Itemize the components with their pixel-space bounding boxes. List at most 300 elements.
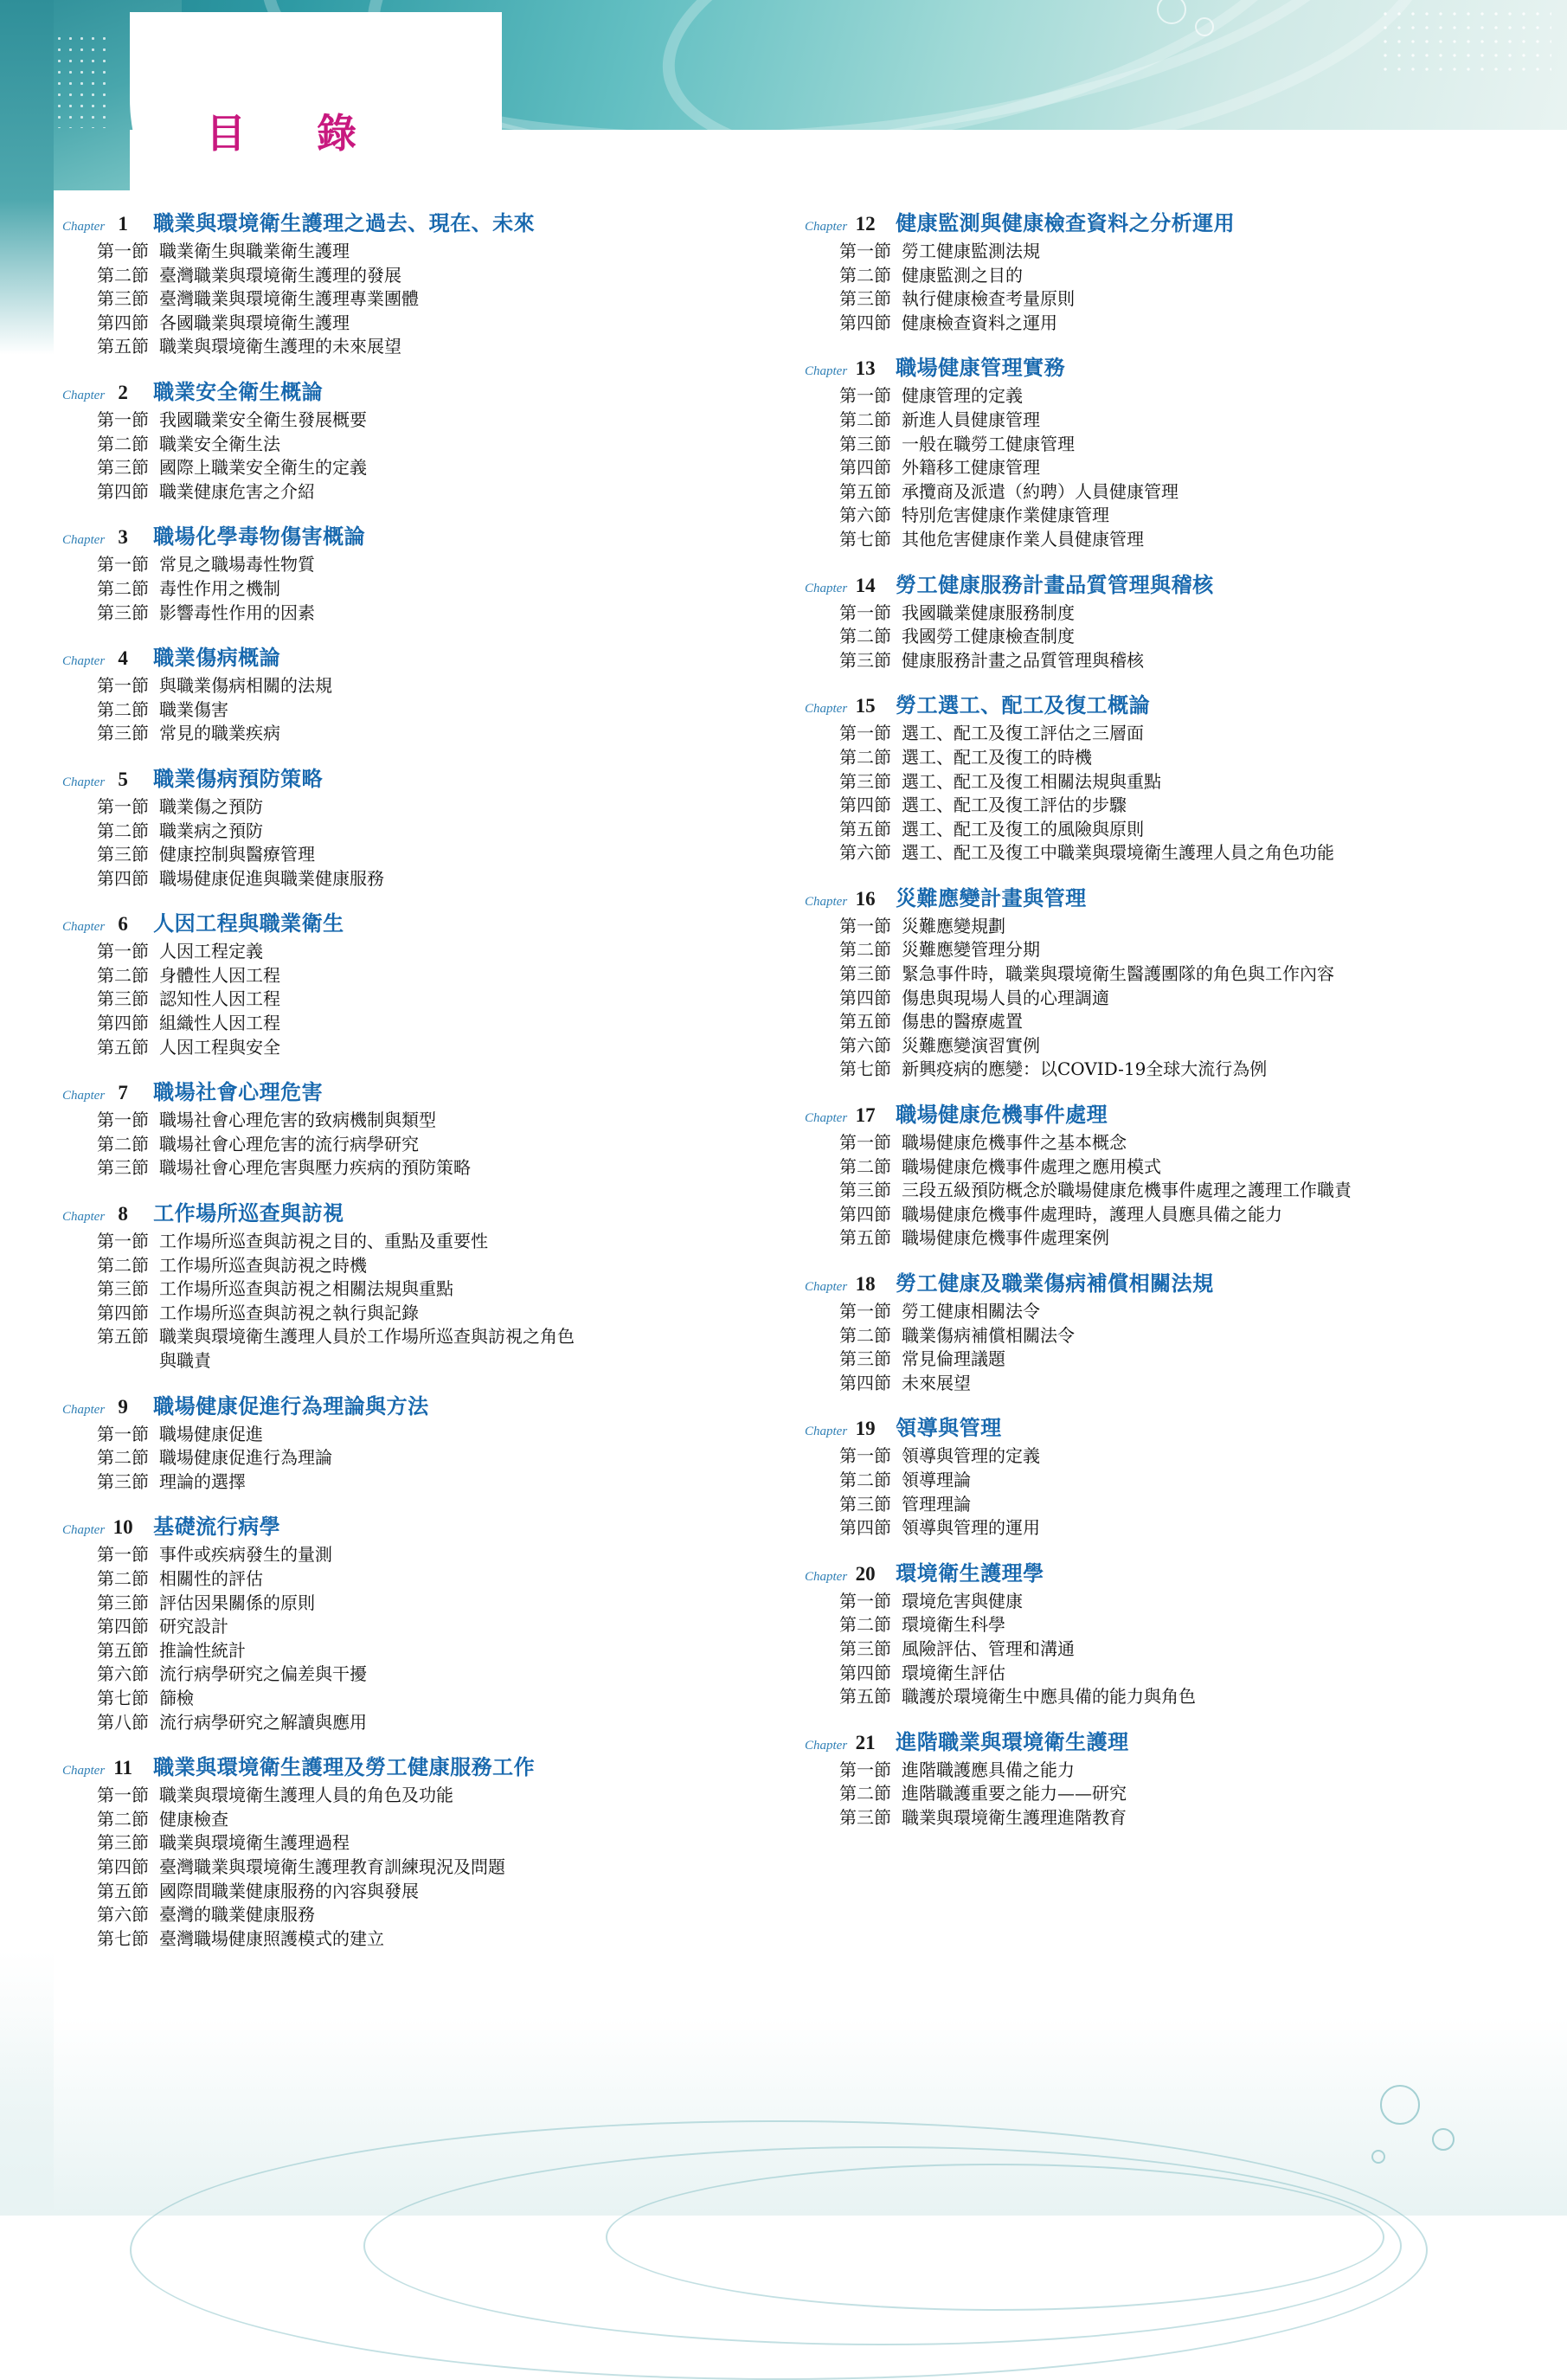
chapter-title[interactable]: 進階職業與環境衛生護理	[896, 1728, 1129, 1754]
toc-section-row[interactable]	[805, 1131, 1523, 1155]
section-title[interactable]: 健康服務計畫之品質管理與稽核	[902, 649, 1144, 671]
section-label: 第四節	[839, 1203, 891, 1225]
section-title[interactable]: 緊急事件時，職業與環境衛生醫護團隊的角色與工作內容	[902, 963, 1334, 985]
toc-section-row[interactable]	[62, 1856, 780, 1880]
section-label: 第五節	[839, 480, 891, 502]
section-title[interactable]: 職業衛生與職業衛生護理	[159, 241, 350, 261]
toc-section-row[interactable]	[805, 841, 1523, 865]
chapter-heading[interactable]	[805, 1097, 1523, 1128]
chapter-heading[interactable]	[805, 1266, 1523, 1296]
section-title[interactable]: 新進人員健康管理	[902, 408, 1040, 430]
toc-chapter[interactable]	[62, 1389, 780, 1495]
section-title[interactable]: 新興疫病的應變：以COVID-19全球大流行為例	[902, 1058, 1268, 1080]
section-title[interactable]: 評估因果關係的原則	[159, 1592, 315, 1613]
section-title[interactable]: 人因工程定義	[159, 941, 263, 962]
toc-section-row[interactable]	[805, 1759, 1523, 1783]
toc-chapter[interactable]	[62, 206, 780, 359]
chapter-word-label: Chapter	[805, 1111, 848, 1126]
section-title[interactable]: 傷患與現場人員的心理調適	[902, 987, 1109, 1008]
section-title[interactable]: 職護於環境衛生中應具備的能力與角色	[902, 1686, 1196, 1708]
toc-section-row[interactable]	[62, 1036, 780, 1060]
section-title[interactable]: 三段五級預防概念於職場健康危機事件處理之護理工作職責	[902, 1180, 1352, 1201]
chapter-heading[interactable]	[805, 688, 1523, 718]
toc-section-row[interactable]	[62, 1592, 780, 1616]
section-title[interactable]: 健康檢查資料之運用	[902, 312, 1057, 333]
toc-section-row[interactable]	[805, 770, 1523, 794]
toc-section-row[interactable]	[805, 722, 1523, 746]
section-label: 第二節	[839, 626, 891, 647]
toc-section-row[interactable]	[62, 1109, 780, 1133]
section-title[interactable]: 工作場所巡查與訪視之執行與記錄	[159, 1302, 419, 1323]
toc-section-row[interactable]	[805, 1300, 1523, 1324]
section-title[interactable]: 推論性統計	[159, 1639, 246, 1661]
toc-section-row[interactable]	[62, 1012, 780, 1036]
section-title[interactable]: 災難應變管理分期	[902, 939, 1040, 961]
section-title[interactable]: 勞工健康相關法令	[902, 1301, 1040, 1322]
toc-section-row[interactable]	[805, 1155, 1523, 1180]
section-label: 第三節	[97, 988, 149, 1010]
section-title[interactable]: 職業傷害	[159, 698, 228, 720]
section-title[interactable]: 災難應變規劃	[902, 915, 1005, 936]
toc-chapter[interactable]	[805, 568, 1523, 673]
chapter-heading[interactable]	[62, 206, 780, 236]
section-label: 第三節	[97, 1157, 149, 1179]
toc-section-row[interactable]	[62, 1325, 780, 1373]
section-title[interactable]: 常見之職場毒性物質	[159, 554, 315, 576]
toc-chapter[interactable]	[62, 906, 780, 1059]
chapter-title[interactable]: 環境衛生護理學	[896, 1560, 1044, 1586]
section-title[interactable]: 各國職業與環境衛生護理	[159, 312, 350, 333]
toc-chapter[interactable]	[62, 640, 780, 746]
section-title[interactable]: 人因工程與安全	[159, 1036, 280, 1058]
section-title[interactable]: 職場健康促進行為理論	[159, 1447, 332, 1469]
section-title[interactable]: 健康控制與醫療管理	[159, 844, 315, 865]
toc-section-row[interactable]	[805, 818, 1523, 842]
toc-section-row[interactable]	[805, 456, 1523, 480]
section-label: 第五節	[97, 1880, 149, 1901]
section-title[interactable]: 環境衛生評估	[902, 1662, 1005, 1683]
section-title[interactable]: 相關性的評估	[159, 1567, 263, 1589]
section-title[interactable]: 職場社會心理危害與壓力疾病的預防策略	[159, 1157, 471, 1179]
toc-section-row[interactable]	[805, 408, 1523, 433]
toc-section-row[interactable]	[62, 820, 780, 844]
section-title[interactable]: 臺灣職業與環境衛生護理專業團體	[159, 288, 419, 310]
section-title[interactable]: 與職業傷病相關的法規	[159, 675, 332, 697]
chapter-heading[interactable]	[805, 881, 1523, 911]
section-title[interactable]: 國際間職業健康服務的內容與發展	[159, 1880, 419, 1901]
toc-section-row[interactable]	[62, 843, 780, 867]
chapter-title[interactable]: 職業與環境衛生護理及勞工健康服務工作	[153, 1754, 536, 1780]
section-title[interactable]: 傷患的醫療處置	[902, 1011, 1023, 1032]
section-title[interactable]: 職場社會心理危害的流行病學研究	[159, 1133, 419, 1155]
chapter-heading[interactable]	[62, 1509, 780, 1540]
toc-section-row[interactable]	[62, 240, 780, 264]
toc-section-row[interactable]	[62, 335, 780, 359]
toc-chapter[interactable]	[62, 375, 780, 504]
section-title[interactable]: 組織性人因工程	[159, 1013, 280, 1034]
chapter-title[interactable]: 職場健康促進行為理論與方法	[153, 1393, 429, 1418]
toc-section-row[interactable]	[62, 1156, 780, 1180]
section-title[interactable]: 流行病學研究之解讀與應用	[159, 1711, 367, 1733]
section-title[interactable]: 健康管理的定義	[902, 385, 1023, 407]
section-title[interactable]: 職業與環境衛生護理過程	[159, 1832, 350, 1854]
section-label: 第二節	[839, 746, 891, 768]
chapter-heading[interactable]	[62, 519, 780, 550]
section-title[interactable]: 職場健康危機事件處理之應用模式	[902, 1155, 1161, 1177]
chapter-title[interactable]: 職場化學毒物傷害概論	[153, 524, 366, 550]
chapter-word-label: Chapter	[62, 1210, 106, 1225]
toc-section-row[interactable]	[805, 528, 1523, 552]
toc-section-row[interactable]	[805, 1034, 1523, 1058]
chapter-heading[interactable]	[62, 375, 780, 405]
section-title[interactable]: 工作場所巡查與訪視之時機	[159, 1254, 367, 1276]
section-title[interactable]: 選工、配工及復工中職業與環境衛生護理人員之角色功能	[902, 842, 1334, 864]
toc-section-row[interactable]	[805, 1372, 1523, 1396]
toc-section-row[interactable]	[62, 674, 780, 698]
section-title[interactable]: 臺灣職業與環境衛生護理的發展	[159, 264, 401, 286]
toc-section-row[interactable]	[62, 456, 780, 480]
toc-section-row[interactable]	[805, 433, 1523, 457]
section-title[interactable]: 執行健康檢查考量原則	[902, 288, 1075, 310]
table-of-contents	[62, 206, 1533, 2127]
toc-chapter[interactable]	[805, 688, 1523, 865]
toc-section-row[interactable]	[805, 962, 1523, 987]
toc-section-row[interactable]	[805, 1685, 1523, 1709]
toc-chapter[interactable]	[805, 351, 1523, 551]
chapter-title[interactable]: 勞工健康服務計畫品質管理與稽核	[896, 571, 1214, 597]
section-title[interactable]: 職業傷病補償相關法令	[902, 1324, 1075, 1346]
toc-chapter[interactable]	[805, 1556, 1523, 1709]
toc-section-row[interactable]	[805, 938, 1523, 962]
toc-section-row[interactable]	[805, 1444, 1523, 1469]
toc-section-row[interactable]	[805, 794, 1523, 818]
section-title[interactable]: 健康檢查	[159, 1808, 228, 1830]
chapter-section-list	[805, 384, 1523, 551]
section-title[interactable]: 特別危害健康作業健康管理	[902, 505, 1109, 526]
toc-section-row[interactable]	[805, 1348, 1523, 1372]
toc-section-row[interactable]	[805, 1662, 1523, 1686]
section-title[interactable]: 其他危害健康作業人員健康管理	[902, 528, 1144, 550]
section-title[interactable]: 常見的職業疾病	[159, 723, 280, 744]
section-title[interactable]: 篩檢	[159, 1687, 194, 1708]
chapter-title[interactable]: 健康監測與健康檢查資料之分析運用	[896, 210, 1236, 235]
chapter-title[interactable]: 職業與環境衛生護理之過去、現在、未來	[153, 210, 536, 235]
section-title[interactable]: 管理理論	[902, 1493, 971, 1515]
toc-chapter[interactable]	[805, 1266, 1523, 1395]
chapter-section-list	[805, 722, 1523, 865]
toc-section-row[interactable]	[62, 1230, 780, 1254]
section-label: 第六節	[97, 1904, 149, 1926]
section-title[interactable]: 職場健康危機事件處理案例	[902, 1227, 1109, 1249]
toc-section-row[interactable]	[805, 1058, 1523, 1082]
chapter-title[interactable]: 職場社會心理危害	[153, 1079, 324, 1105]
section-title[interactable]: 領導與管理的定義	[902, 1445, 1040, 1467]
section-title[interactable]: 環境衛生科學	[902, 1614, 1005, 1636]
chapter-number: 8	[118, 1203, 128, 1225]
section-title[interactable]: 研究設計	[159, 1616, 228, 1637]
chapter-title[interactable]: 職業傷病預防策略	[153, 765, 324, 791]
toc-section-row[interactable]	[805, 1637, 1523, 1662]
toc-section-row[interactable]	[805, 625, 1523, 649]
toc-section-row[interactable]	[62, 1543, 780, 1567]
chapter-number: 21	[855, 1731, 876, 1753]
chapter-title[interactable]: 領導與管理	[896, 1415, 1002, 1441]
toc-section-row[interactable]	[805, 1324, 1523, 1348]
toc-section-row[interactable]	[62, 1302, 780, 1326]
section-label: 第三節	[97, 601, 149, 623]
toc-section-row[interactable]	[62, 1784, 780, 1808]
chapter-heading[interactable]	[805, 206, 1523, 236]
chapter-title[interactable]: 基礎流行病學	[153, 1514, 281, 1540]
toc-section-row[interactable]	[805, 987, 1523, 1011]
section-title[interactable]: 職業與環境衛生護理人員於工作場所巡查與訪視之角色 與職責	[159, 1325, 780, 1373]
toc-section-row[interactable]	[62, 1446, 780, 1470]
section-label: 第四節	[839, 794, 891, 816]
chapter-heading[interactable]	[62, 1389, 780, 1419]
toc-section-row[interactable]	[805, 649, 1523, 673]
section-title[interactable]: 毒性作用之機制	[159, 577, 280, 599]
chapter-number: 7	[118, 1082, 128, 1104]
section-title[interactable]: 職場健康危機事件之基本概念	[902, 1132, 1127, 1154]
toc-section-row[interactable]	[805, 1226, 1523, 1251]
chapter-heading[interactable]	[805, 1725, 1523, 1755]
toc-chapter[interactable]	[62, 1075, 780, 1180]
toc-chapter[interactable]	[62, 1196, 780, 1373]
section-title[interactable]: 進階職護應具備之能力	[902, 1759, 1075, 1780]
toc-section-row[interactable]	[805, 1613, 1523, 1637]
chapter-section-list	[62, 408, 780, 504]
section-title[interactable]: 選工、配工及復工評估的步驟	[902, 794, 1127, 816]
chapter-title[interactable]: 工作場所巡查與訪視	[153, 1200, 344, 1226]
section-title[interactable]: 選工、配工及復工的時機	[902, 746, 1092, 768]
toc-section-row[interactable]	[62, 264, 780, 288]
section-title[interactable]: 臺灣職業與環境衛生護理教育訓練現況及問題	[159, 1856, 505, 1877]
section-label: 第三節	[839, 1637, 891, 1659]
section-title[interactable]: 工作場所巡查與訪視之相關法規與重點	[159, 1278, 453, 1300]
section-label: 第二節	[839, 1324, 891, 1346]
section-label: 第二節	[839, 408, 891, 430]
chapter-heading[interactable]	[805, 568, 1523, 598]
section-label: 第二節	[97, 264, 149, 286]
chapter-heading[interactable]	[805, 1411, 1523, 1441]
chapter-title[interactable]: 人因工程與職業衛生	[153, 910, 344, 936]
chapter-title[interactable]: 職場健康管理實務	[896, 355, 1066, 381]
chapter-title[interactable]: 災難應變計畫與管理	[896, 884, 1087, 910]
chapter-section-list	[805, 601, 1523, 673]
section-title[interactable]: 進階職護重要之能力——研究	[902, 1783, 1127, 1804]
toc-section-row[interactable]	[62, 312, 780, 336]
section-label: 第一節	[839, 723, 891, 744]
section-title[interactable]: 國際上職業安全衛生的定義	[159, 457, 367, 479]
chapter-heading[interactable]	[62, 1196, 780, 1226]
section-title[interactable]: 外籍移工健康管理	[902, 457, 1040, 479]
chapter-word-label: Chapter	[805, 1425, 848, 1439]
toc-section-row[interactable]	[805, 1179, 1523, 1203]
toc-section-row[interactable]	[805, 1203, 1523, 1227]
chapter-heading[interactable]	[805, 1556, 1523, 1586]
toc-section-row[interactable]	[62, 698, 780, 723]
chapter-heading[interactable]	[62, 1750, 780, 1780]
section-label: 第一節	[839, 1445, 891, 1467]
section-title[interactable]: 職業傷之預防	[159, 795, 263, 817]
toc-section-row[interactable]	[62, 1567, 780, 1592]
toc-section-row[interactable]	[62, 1831, 780, 1856]
section-title[interactable]: 理論的選擇	[159, 1470, 246, 1492]
toc-section-row[interactable]	[805, 1590, 1523, 1614]
section-title[interactable]: 認知性人因工程	[159, 988, 280, 1010]
section-title[interactable]: 職場健康促進	[159, 1423, 263, 1444]
toc-section-row[interactable]	[62, 1639, 780, 1663]
toc-section-row[interactable]	[805, 312, 1523, 336]
chapter-number: 6	[118, 913, 128, 936]
section-title[interactable]: 未來展望	[902, 1372, 971, 1393]
section-title[interactable]: 我國勞工健康檢查制度	[902, 626, 1075, 647]
toc-chapter[interactable]	[805, 1411, 1523, 1540]
toc-section-row[interactable]	[62, 433, 780, 457]
section-title[interactable]: 職業安全衛生法	[159, 433, 280, 454]
toc-section-row[interactable]	[805, 1782, 1523, 1806]
page-title: 目 錄	[206, 110, 372, 157]
toc-section-row[interactable]	[62, 1663, 780, 1687]
chapter-title[interactable]: 職業傷病概論	[153, 645, 281, 671]
section-title[interactable]: 一般在職勞工健康管理	[902, 433, 1075, 454]
toc-section-row[interactable]	[62, 940, 780, 964]
toc-section-row[interactable]	[62, 1927, 780, 1952]
chapter-title[interactable]: 勞工健康及職業傷病補償相關法規	[896, 1270, 1214, 1296]
toc-section-row[interactable]	[62, 1903, 780, 1927]
toc-section-row[interactable]	[62, 1880, 780, 1904]
toc-chapter[interactable]	[805, 1097, 1523, 1251]
toc-section-row[interactable]	[62, 1687, 780, 1711]
toc-section-row[interactable]	[62, 964, 780, 988]
toc-section-row[interactable]	[62, 553, 780, 577]
section-title[interactable]: 臺灣的職業健康服務	[159, 1904, 315, 1926]
section-title[interactable]: 選工、配工及復工的風險與原則	[902, 818, 1144, 839]
toc-section-row[interactable]	[62, 867, 780, 891]
section-title[interactable]: 選工、配工及復工評估之三層面	[902, 723, 1144, 744]
section-title[interactable]: 承攬商及派遣（約聘）人員健康管理	[902, 480, 1178, 502]
section-label: 第二節	[839, 1614, 891, 1636]
toc-section-row[interactable]	[805, 264, 1523, 288]
toc-section-row[interactable]	[62, 987, 780, 1012]
toc-section-row[interactable]	[62, 1277, 780, 1302]
toc-section-row[interactable]	[805, 240, 1523, 264]
toc-section-row[interactable]	[805, 287, 1523, 312]
section-title[interactable]: 風險評估、管理和溝通	[902, 1637, 1075, 1659]
toc-chapter[interactable]	[62, 762, 780, 891]
toc-section-row[interactable]	[805, 601, 1523, 626]
toc-section-row[interactable]	[805, 915, 1523, 939]
toc-chapter[interactable]	[805, 1725, 1523, 1830]
section-title[interactable]: 我國職業健康服務制度	[902, 601, 1075, 623]
toc-section-row[interactable]	[805, 1806, 1523, 1830]
toc-section-row[interactable]	[805, 384, 1523, 408]
section-title[interactable]: 常見倫理議題	[902, 1348, 1005, 1370]
toc-section-row[interactable]	[62, 722, 780, 746]
toc-section-row[interactable]	[62, 408, 780, 433]
toc-section-row[interactable]	[62, 1133, 780, 1157]
section-title[interactable]: 領導理論	[902, 1469, 971, 1490]
chapter-number: 2	[118, 381, 128, 403]
section-title[interactable]: 職業與環境衛生護理進階教育	[902, 1806, 1127, 1828]
toc-chapter[interactable]	[62, 1509, 780, 1734]
toc-section-row[interactable]	[805, 1010, 1523, 1034]
toc-section-row[interactable]	[62, 1254, 780, 1278]
section-label: 第四節	[97, 480, 149, 502]
toc-section-row[interactable]	[805, 1516, 1523, 1541]
section-title[interactable]: 健康監測之目的	[902, 264, 1023, 286]
section-title[interactable]: 職業與環境衛生護理人員的角色及功能	[159, 1785, 453, 1806]
chapter-title[interactable]: 職場健康危機事件處理	[896, 1102, 1108, 1128]
section-title[interactable]: 工作場所巡查與訪視之目的、重點及重要性	[159, 1231, 488, 1252]
section-title[interactable]: 勞工健康監測法規	[902, 241, 1040, 261]
section-title[interactable]: 影響毒性作用的因素	[159, 601, 315, 623]
chapter-heading[interactable]	[62, 762, 780, 792]
toc-section-row[interactable]	[62, 1470, 780, 1495]
section-label: 第七節	[839, 528, 891, 550]
toc-section-row[interactable]	[62, 1423, 780, 1447]
chapter-title[interactable]: 職業安全衛生概論	[153, 378, 324, 404]
footer-arc-3	[606, 2164, 1384, 2311]
section-label: 第一節	[97, 554, 149, 576]
toc-section-row[interactable]	[62, 1615, 780, 1639]
toc-section-row[interactable]	[62, 1711, 780, 1735]
toc-chapter[interactable]	[805, 881, 1523, 1082]
section-title[interactable]: 職場健康促進與職業健康服務	[159, 867, 384, 889]
toc-chapter[interactable]	[62, 1750, 780, 1951]
toc-section-row[interactable]	[62, 1808, 780, 1832]
chapter-title[interactable]: 勞工選工、配工及復工概論	[896, 692, 1151, 718]
section-title[interactable]: 選工、配工及復工相關法規與重點	[902, 770, 1161, 792]
section-title[interactable]: 身體性人因工程	[159, 964, 280, 986]
chapter-heading[interactable]	[62, 1075, 780, 1105]
toc-section-row[interactable]	[62, 480, 780, 505]
section-title[interactable]: 職場健康危機事件處理時，護理人員應具備之能力	[902, 1203, 1282, 1225]
section-label: 第二節	[97, 964, 149, 986]
chapter-heading[interactable]	[62, 640, 780, 671]
section-title[interactable]: 職業健康危害之介紹	[159, 480, 315, 502]
chapter-heading[interactable]	[62, 906, 780, 936]
toc-section-row[interactable]	[62, 601, 780, 626]
toc-section-row[interactable]	[805, 1493, 1523, 1517]
toc-chapter[interactable]	[805, 206, 1523, 335]
toc-section-row[interactable]	[805, 1469, 1523, 1493]
section-label: 第二節	[839, 1155, 891, 1177]
section-title[interactable]: 事件或疾病發生的量測	[159, 1544, 332, 1566]
toc-section-row[interactable]	[62, 795, 780, 820]
section-label: 第一節	[839, 915, 891, 936]
toc-section-row[interactable]	[805, 480, 1523, 505]
section-title[interactable]: 災難應變演習實例	[902, 1034, 1040, 1056]
toc-section-row[interactable]	[805, 746, 1523, 770]
section-title[interactable]: 領導與管理的運用	[902, 1517, 1040, 1539]
section-title[interactable]: 臺灣職場健康照護模式的建立	[159, 1927, 384, 1949]
toc-chapter[interactable]	[62, 519, 780, 625]
chapter-word-label: Chapter	[805, 894, 848, 909]
chapter-heading[interactable]	[805, 351, 1523, 381]
section-title[interactable]: 我國職業安全衛生發展概要	[159, 408, 367, 430]
section-title[interactable]: 流行病學研究之偏差與干擾	[159, 1663, 367, 1685]
toc-section-row[interactable]	[62, 577, 780, 601]
section-title[interactable]: 職業病之預防	[159, 820, 263, 841]
section-title[interactable]: 職業與環境衛生護理的未來展望	[159, 336, 401, 357]
section-title[interactable]: 環境危害與健康	[902, 1590, 1023, 1611]
chapter-word-label: Chapter	[62, 775, 106, 789]
toc-section-row[interactable]	[805, 504, 1523, 528]
section-label: 第五節	[839, 1227, 891, 1249]
section-title[interactable]: 職場社會心理危害的致病機制與類型	[159, 1110, 436, 1131]
toc-section-row[interactable]	[62, 287, 780, 312]
